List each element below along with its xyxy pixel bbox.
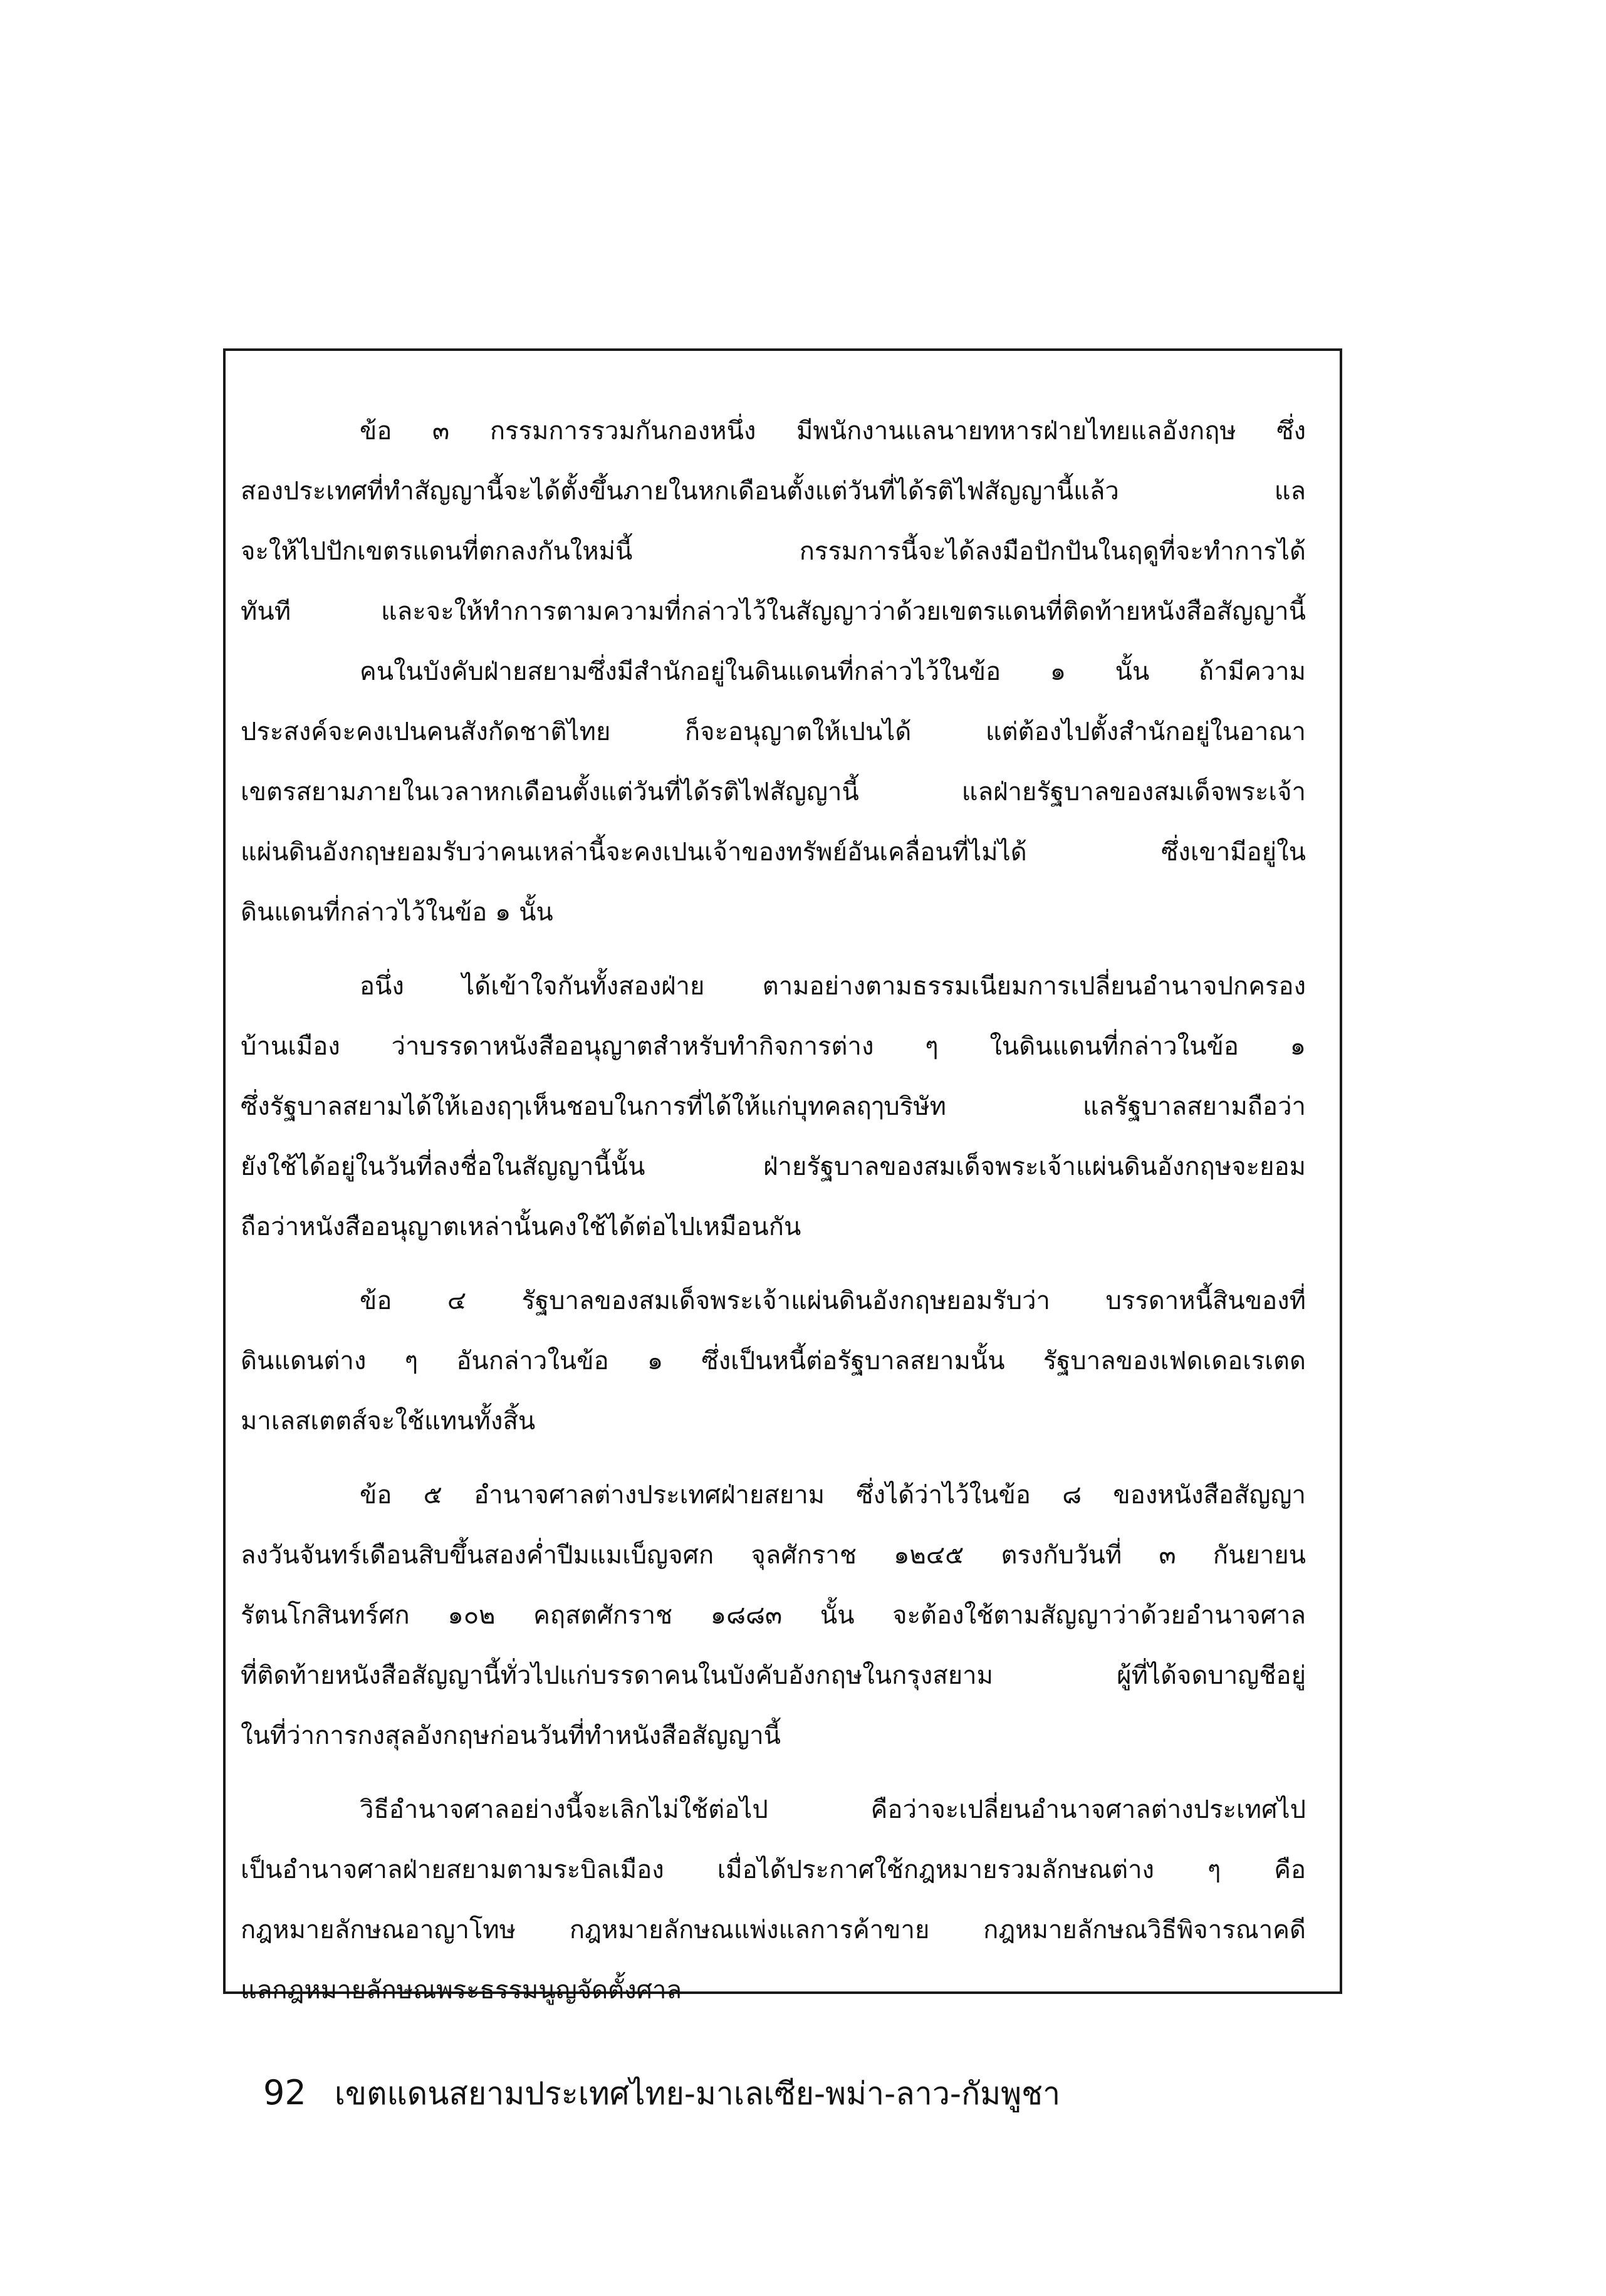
text-line: กฎหมายลักษณอาญาโทษ กฎหมายลักษณแพ่งแลการค้าขาย กฎหมายลักษณวิธีพิจารณาคดี bbox=[241, 1916, 1306, 1944]
text-line: ลงวันจันทร์เดือนสิบขึ้นสองค่ำปีมแมเบ็ญจศก จุลศักราช ๑๒๔๕ ตรงกับวันที่ ๓ กันยายน bbox=[241, 1541, 1306, 1570]
text-line: แผ่นดินอังกฤษยอมรับว่าคนเหล่านี้จะคงเปนเจ้าของทรัพย์อันเคลื่อนที่ไม่ได้ ซึ่งเขามีอยู่ใน bbox=[241, 838, 1306, 867]
text-line: อนึ่ง ได้เข้าใจกันทั้งสองฝ่าย ตามอย่างตามธรรมเนียมการเปลี่ยนอำนาจปกครอง bbox=[360, 972, 1306, 1001]
text-line: ทันที และจะให้ทำการตามความที่กล่าวไว้ในสัญญาว่าด้วยเขตรแดนที่ติดท้ายหนังสือสัญญานี้ bbox=[241, 597, 1306, 626]
text-line: จะให้ไปปักเขตรแดนที่ตกลงกันใหม่นี้ กรรมการนี้จะได้ลงมือปักปันในฤดูที่จะทำการได้ bbox=[241, 537, 1306, 566]
text-line: รัตนโกสินทร์ศก ๑๐๒ คฤสตศักราช ๑๘๘๓ นั้น จะต้องใช้ตามสัญญาว่าด้วยอำนาจศาล bbox=[241, 1601, 1306, 1630]
text-line: ที่ติดท้ายหนังสือสัญญานี้ทั่วไปแก่บรรดาคนในบังคับอังกฤษในกรุงสยาม ผู้ที่ได้จดบาญชีอยู่ bbox=[241, 1661, 1306, 1690]
page-number: 92 bbox=[263, 2073, 306, 2112]
text-line: ข้อ ๓ กรรมการรวมกันกองหนึ่ง มีพนักงานแลนายทหารฝ่ายไทยแลอังกฤษ ซึ่ง bbox=[360, 417, 1306, 446]
text-line: ในที่ว่าการกงสุลอังกฤษก่อนวันที่ทำหนังสือสัญญานี้ bbox=[241, 1721, 781, 1750]
text-line: บ้านเมือง ว่าบรรดาหนังสืออนุญาตสำหรับทำกิจการต่าง ๆ ในดินแดนที่กล่าวในข้อ ๑ bbox=[241, 1032, 1306, 1061]
text-line: ข้อ ๕ อำนาจศาลต่างประเทศฝ่ายสยาม ซึ่งได้ว่าไว้ในข้อ ๘ ของหนังสือสัญญา bbox=[360, 1481, 1306, 1510]
text-line: ซึ่งรัฐบาลสยามได้ให้เองฤๅเห็นชอบในการที่ได้ให้แก่บุทคลฤๅบริษัท แลรัฐบาลสยามถือว่า bbox=[241, 1092, 1306, 1121]
text-line: วิธีอำนาจศาลอย่างนี้จะเลิกไม่ใช้ต่อไป คือว่าจะเปลี่ยนอำนาจศาลต่างประเทศไป bbox=[360, 1795, 1306, 1824]
page-footer bbox=[263, 2062, 1060, 2124]
text-line: ถือว่าหนังสืออนุญาตเหล่านั้นคงใช้ได้ต่อไปเหมือนกัน bbox=[241, 1213, 801, 1241]
text-line: ประสงค์จะคงเปนคนสังกัดชาติไทย ก็จะอนุญาตให้เปนได้ แต่ต้องไปตั้งสำนักอยู่ในอาณา bbox=[241, 718, 1306, 746]
text-line: ข้อ ๔ รัฐบาลของสมเด็จพระเจ้าแผ่นดินอังกฤษยอมรับว่า บรรดาหนี้สินของที่ bbox=[360, 1286, 1306, 1315]
text-line: เขตรสยามภายในเวลาหกเดือนตั้งแต่วันที่ได้รติไฟสัญญานี้ แลฝ่ายรัฐบาลของสมเด็จพระเจ้า bbox=[241, 778, 1306, 806]
book-title: เขตแดนสยามประเทศไทย-มาเลเซีย-พม่า-ลาว-กัมพูชา bbox=[334, 2075, 1061, 2112]
text-line: แลกฎหมายลักษณพระธรรมนูญจัดตั้งศาล bbox=[241, 1976, 682, 2005]
text-line: คนในบังคับฝ่ายสยามซึ่งมีสำนักอยู่ในดินแดนที่กล่าวไว้ในข้อ ๑ นั้น ถ้ามีความ bbox=[360, 657, 1306, 686]
text-line: เป็นอำนาจศาลฝ่ายสยามตามระบิลเมือง เมื่อได้ประกาศใช้กฎหมายรวมลักษณต่าง ๆ คือ bbox=[241, 1855, 1306, 1884]
text-line: ดินแดนที่กล่าวไว้ในข้อ ๑ นั้น bbox=[241, 898, 553, 927]
text-line: ยังใช้ได้อยู่ในวันที่ลงชื่อในสัญญานี้นั้น ฝ่ายรัฐบาลของสมเด็จพระเจ้าแผ่นดินอังกฤษจะยอม bbox=[241, 1152, 1306, 1181]
text-line: ดินแดนต่าง ๆ อันกล่าวในข้อ ๑ ซึ่งเป็นหนี้ต่อรัฐบาลสยามนั้น รัฐบาลของเฟดเดอเรเตด bbox=[241, 1347, 1306, 1375]
text-line: มาเลสเตตส์จะใช้แทนทั้งสิ้น bbox=[241, 1407, 536, 1436]
text-line: สองประเทศที่ทำสัญญานี้จะได้ตั้งขึ้นภายในหกเดือนตั้งแต่วันที่ได้รติไฟสัญญานี้แล้ว แล bbox=[241, 477, 1306, 506]
